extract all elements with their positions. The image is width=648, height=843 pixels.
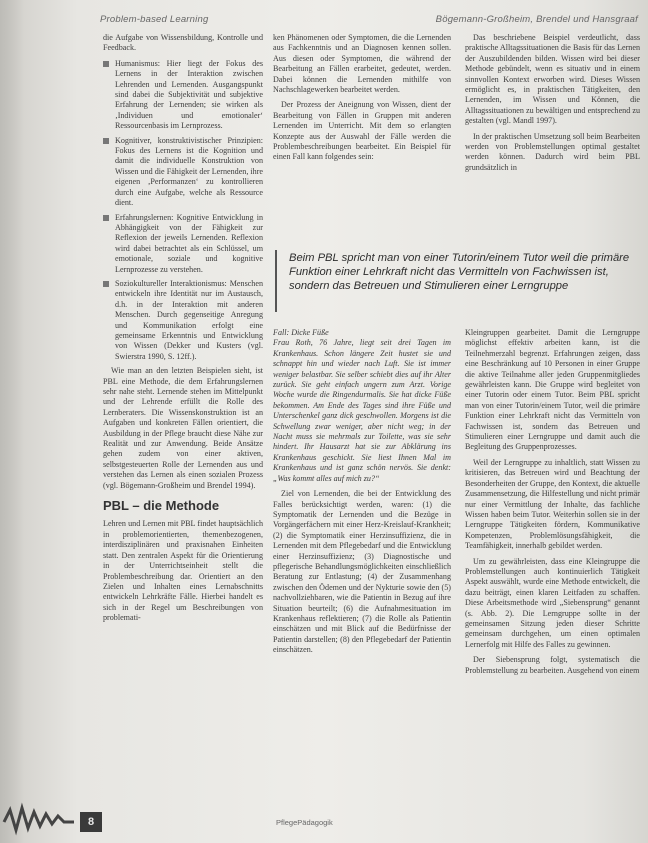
running-head-right: Bögemann-Großheim, Brendel und Hansgraaf (435, 14, 638, 25)
column-3-top (465, 33, 640, 243)
col1-paragraph: Lehren und Lernen mit PBL findet hauptsächlich in problemorientierten, themenbezogenen, interdisziplinären und praxisnahen Einheiten statt. Den zentralen Aspekt für die Orientierung in der Unterrichtseinheit stellt die Problembeschreibung dar. Orientiert an den Zielen und Inhalten eines Lernabschnitts entwickeln Lehrkräfte Fälle. Hierbei handelt es sich in der Regel um Beschreibungen von problemati- (103, 519, 263, 623)
col3-paragraph: Um zu gewährleisten, dass eine Kleingruppe die Problemstellungen auch kontinuierlich Tätigkeit Aspekt auswählt, wurde eine Methode entwickelt, die dazu beiträgt, einen klaren Leitfaden zu schaffen. Diese Arbeitsmethode wird „Siebensprung“ genannt (s. Abb. 2). Die Lerngruppe sollte in der gemeinsamen Sitzung jeden dieser Schritte gemeinsam durchgehen, um einen optimalen Lernerfolg mit Hilfe des Falles zu gewinnen. (465, 556, 640, 649)
pull-quote-bar (275, 250, 277, 312)
running-head-left: Problem-based Learning (100, 14, 209, 25)
bullet-item: Humanismus: Hier liegt der Fokus des Lernens in der Interaktion zwischen Lehrenden und Lernenden. Ausgangspunkt sind dabei die Subjektivität und subjektive Erfahrung der Lernenden; sie wirken als ‚Individuen und emotionaler‘ Ressourcenbasis im Lernprozess. (103, 59, 263, 132)
col1-paragraph: Wie man an den letzten Beispielen sieht, ist PBL eine Methode, die dem Erfahrungslernen sehr nahe steht. Lernende stehen im Mittelpunkt und der Lehrende erfüllt die Rolle des Lernberaters. Die Wissenskonstruktion ist an Aufgaben und konkreten Fällen orientiert, die Ausbildung in der Pflege braucht diese Nähe zur Realität und zur Anwendung. Beide Ansätze gehen zudem von einer aktiven, selbstgesteuerten Rolle der Lernenden aus und verstehen das Lernen als einen sozialen Prozess (vgl. Bögemann-Großheim und Brendel 1994). (103, 366, 263, 490)
scan-shadow (0, 0, 24, 843)
col2-paragraph: ken Phänomenen oder Symptomen, die die Lernenden aus Fachkenntnis und an Diagnosen kennen sollen. Aus diesen oder Symptomen, die während der Bearbeitung an Fällen erarbeitet, gedeutet, werden. Dabei können die Lernenden mithilfe von Nachschlagewerken bearbeitet werden. (273, 33, 451, 95)
magazine-name: PflegePädagogik (276, 818, 333, 827)
running-head (100, 14, 638, 28)
col2-paragraph: Ziel von Lernenden, die bei der Entwicklung des Falles berücksichtigt werden, waren: (1) die Symptomatik der Lernenden und die Bezüge in Vorgängerfächern mit einer Herz-Kreislauf-Krankheit; (2) die Symptomatik einer Herzinsuffizienz, die in Lernenden mit dem Pflegebedarf und die Entwicklung einer Herzinsuffizienz; (3) Diagnostische und pflegerische Behandlungsmöglichkeiten einschließlich Beratung zur Entlastung; (4) der Zusammenhang zwischen den Ödemen und der Nykturie sowie den (5) nachvollziehbaren, wie die Patientin in Bezug auf ihre Situation beurteilt; (6) die Aufnahmesituation im Krankenhaus reflektieren; (7) die Rolle als Patientin einschätzen und mit Blick auf die Bedürfnisse der Patientin darstellen; (8) den Pflegebedarf der Patientin einschätzen. (273, 489, 451, 655)
col3-paragraph: Weil der Lerngruppe zu inhaltlich, statt Wissen zu kritisieren, das Betreuen wird und Beachtung der Besonderheiten der Gruppe, den Kontext, die aktuelle Zusammensetzung, die Hilfestellung und nicht primär nur einer Vermittlung der Inhalte, das fachliche Wissen haben beim Tutor. Weiterhin sollen sie in der Lerngruppe Tätigkeiten fördern, Kommunikative Kompetenzen, Problemlösungsfähigkeit, die Teamfähigkeit, innerhalb gebildet werden. (465, 457, 640, 551)
col3-paragraph: In der praktischen Umsetzung soll beim Bearbeiten werden von Problemstellungen optimal gestaltet werden können. Dadurch wird beim PBL grundsätzlich in (465, 131, 640, 172)
page-number: 8 (80, 812, 102, 832)
pull-quote-text: Beim PBL spricht man von einer Tutorin/einem Tutor weil die primäre Funktion einer Lehrkraft nicht das Vermitteln von Fachwissen ist, sondern das Betreuen und Stimulieren einer Lerngruppe (289, 252, 630, 292)
corner-logo-mark (0, 800, 80, 840)
bullet-item: Erfahrungslernen: Kognitive Entwicklung in Abhängigkeit von der Fähigkeit zur Reflexion der jeweils Lernenden. Reflexion wird dabei betrachtet als ein Schlüssel, um emotionale, soziale und kognitive Lernprozesse zu verstehen. (103, 213, 263, 275)
case-story: Fall: Dicke Füße Frau Roth, 76 Jahre, liegt seit drei Tagen im Krankenhaus. Schon längere Zeit hustet sie und schnappt hin und wieder nach Luft. Sie ist immer weniger belastbar. Sie selber schiebt dies auf ihr Alter zurück. Sie geht einfach ungern zum Arzt. Vorige Woche wurde die Ringendurmalis. Sie hat dicke Füße bekommen. Am Ende des Tages sind ihre Füße und Unterschenkel ganz dick geschwollen. Morgens ist die Schwellung zwar weniger, aber nicht weg; in der Nacht muss sie mehrmals zur Toilette, was sie sehr hindert. Ihr Hausarzt hat sie zur Abklärung ins Krankenhaus geschickt. Sie liest Ihnen Mal im Krankenhaus und ist ganz schön nervös. Sie denkt: „Was kommt alles auf mich zu?“ (273, 328, 451, 483)
pull-quote (275, 248, 643, 318)
section-title: PBL – die Methode (103, 498, 220, 514)
column-1 (103, 33, 263, 778)
bullet-item: Kognitiver, konstruktivistischer Prinzipien: Fokus des Lernens ist die Kognition und damit die individuelle Konstruktion von Wissen und die Fähigkeit der Lernenden, ihre eigenen ‚Performanzen‘ zu kontrollieren durch eine Aufgabe, welche als Ressource dient. (103, 136, 263, 209)
footer (100, 816, 640, 830)
col2-paragraph: Der Prozess der Aneignung von Wissen, dient der Bearbeitung von Fällen in Gruppen mit anderen Lernenden im Unterricht. Mit dem so erlangten Konzepte aus der Auswahl der Fälle werden die Problembeschreibungen bearbeitet. Ein Beispiel für einen Fall kann folgendes sein: (273, 100, 451, 162)
col3-paragraph: Kleingruppen gearbeitet. Damit die Lerngruppe möglichst effektiv arbeiten kann, ist die Teilnehmerzahl begrenzt. Erfahrungen zeigen, dass eine Beschränkung auf 10 Personen in einer Gruppe die aktive Teilnahme aller jeden Gruppenmitgliedes gewährleisten kann. Die Gruppe wird begleitet von einer Tutorin oder einem Tutor. Beim PBL spricht man von einer Tutorin/einem Tutor, weil die primäre Funktion einer Lehrkraft nicht das Vermitteln von Fachwissen ist, sondern das Betreuen und Stimulieren einer Lerngruppe und damit auch die Begleitung des Gruppenprozesses. (465, 328, 640, 452)
bullet-list (103, 59, 263, 362)
column-2-top (273, 33, 451, 243)
col3-paragraph: Der Siebensprung folgt, systematisch die Problemstellung zu bearbeiten. Ausgehend von einem (465, 655, 640, 675)
column-2-bottom (273, 328, 451, 838)
col1-intro: die Aufgabe von Wissensbildung, Kontrolle und Feedback. (103, 33, 263, 53)
col3-paragraph: Das beschriebene Beispiel verdeutlicht, dass praktische Alltagssituationen die Basis für das Lernen der Auszubildenden bilden. Wissen wird bei dieser Methode gebündelt, wenn es situativ und in einem sinnvollen Kontext erworben wird. Dieses Wissen ermöglicht es, in praktischen Tätigkeiten, den Lernenden, im Wissen und Können, die Alltagssituationen zu bewältigen und entsprechend zu gestalten (vgl. Mandl 1997). (465, 33, 640, 126)
bullet-item: Soziokultureller Interaktionismus: Menschen entwickeln ihre Identität nur im Austausch, d.h. in der Interaktion mit anderen Menschen. Durch gegenseitige Anregung und Kommunikation erfolgt eine gemeinsame Erkenntnis und Entwicklung von Wissen (Dekker und Kusters (vgl. Swierstra 1990, S. 12ff.). (103, 279, 263, 362)
column-3-bottom (465, 328, 640, 838)
